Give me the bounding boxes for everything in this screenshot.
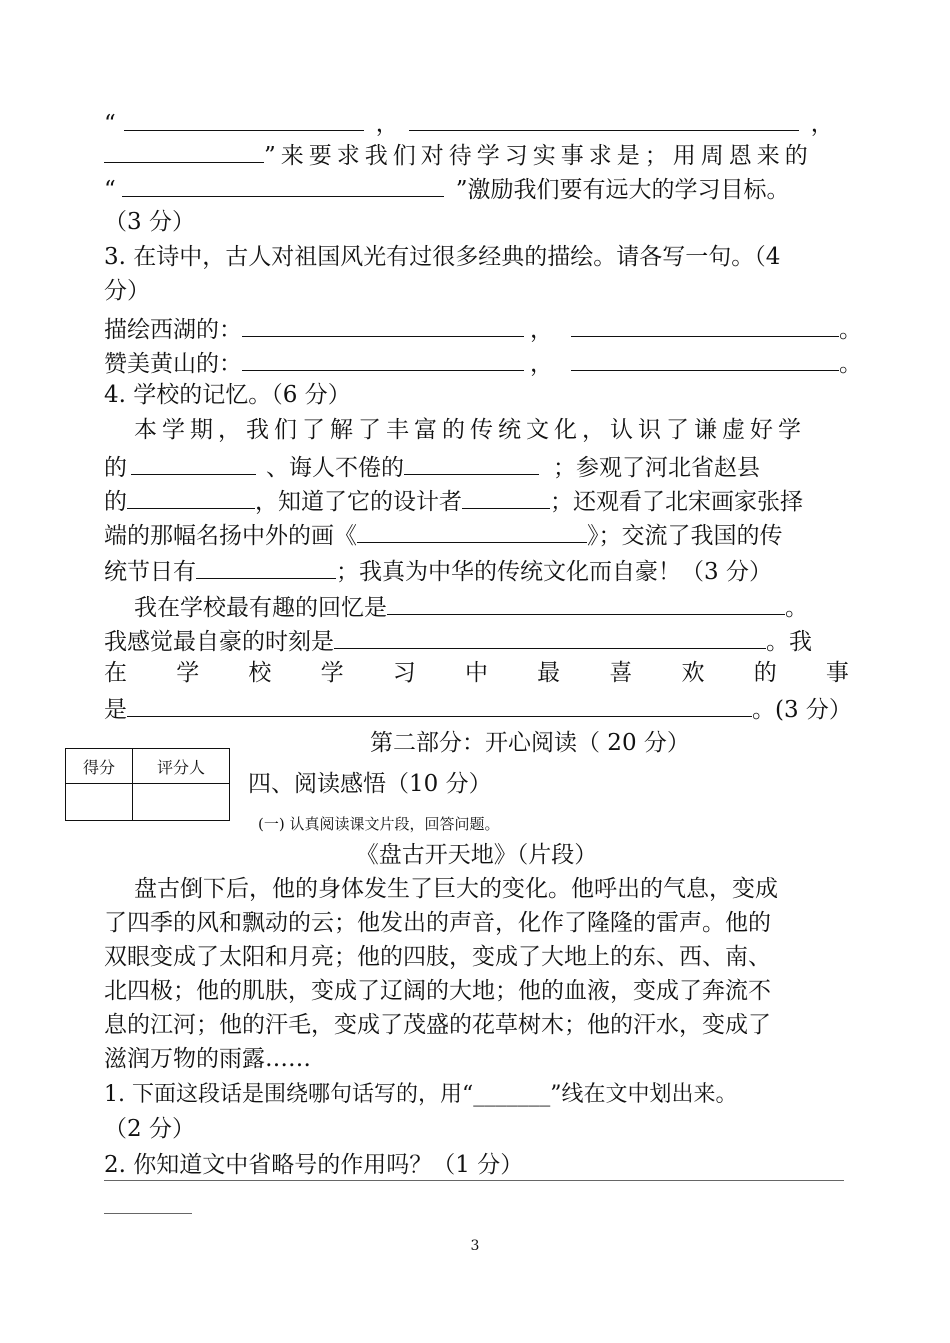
grader-header: 评分人	[133, 749, 230, 784]
char: 的	[753, 660, 777, 686]
text: 是	[104, 697, 127, 723]
paragraph-line: 本学期，我们了解了丰富的传统文化，认识了谦虚好学	[134, 417, 806, 443]
blank-line	[122, 170, 444, 197]
huangshan-line	[104, 344, 862, 381]
passage-line: 息的江河；他的汗毛，变成了茂盛的花草树木；他的汗水，变成了	[104, 1012, 771, 1038]
blank-line	[462, 482, 550, 509]
xihu-line	[104, 310, 862, 347]
text: 的	[104, 455, 127, 481]
text: ”来要求我们对待学习实事求是；用周恩来的	[264, 143, 813, 169]
open-quote: “	[104, 177, 116, 203]
passage-line: 盘古倒下后，他的身体发生了巨大的变化。他呼出的气息，变成	[134, 876, 778, 902]
blank-line	[409, 104, 799, 131]
blank-line	[104, 136, 264, 163]
text: 。	[785, 595, 808, 621]
question-3-title: 3. 在诗中，古人对祖国风光有过很多经典的描绘。请各写一句。（4	[104, 244, 781, 270]
text: ；参观了河北省赵县	[553, 455, 760, 481]
question-1-score: （2 分）	[104, 1116, 195, 1142]
paragraph-line	[104, 448, 849, 485]
question-2: 2. 你知道文中省略号的作用吗？（1 分）	[104, 1152, 524, 1178]
text: 我感觉最自豪的时刻是	[104, 629, 334, 655]
blank-line	[196, 552, 336, 579]
paragraph-line	[104, 588, 849, 625]
question-1: 1. 下面这段话是围绕哪句话写的，用“_______”线在文中划出来。	[104, 1082, 738, 1107]
label: 描绘西湖的：	[104, 317, 242, 343]
paragraph-line	[104, 516, 849, 553]
answer-line-3	[104, 170, 849, 207]
char: 学	[176, 660, 200, 686]
comma: ，	[375, 111, 399, 137]
blank-line	[404, 448, 539, 475]
sub-heading: (一) 认真阅读课文片段，回答问题。	[258, 815, 500, 833]
blank-line	[124, 104, 364, 131]
char: 欢	[681, 660, 705, 686]
comma: ，	[810, 111, 834, 137]
score-label: （3 分）	[104, 209, 195, 235]
char: 喜	[609, 660, 633, 686]
text: ”激励我们要有远大的学习目标。	[455, 177, 790, 203]
char: 最	[537, 660, 561, 686]
text: 》；交流了我国的传	[587, 523, 783, 549]
part-two-heading: 第二部分：开心阅读（ 20 分）	[370, 730, 690, 756]
char: 学	[320, 660, 344, 686]
blank-line	[571, 344, 839, 371]
passage-line: 滋润万物的雨露……	[104, 1046, 311, 1072]
grader-cell[interactable]	[133, 784, 230, 821]
text: 。我	[766, 629, 812, 655]
section-heading: 四、阅读感悟（10 分）	[248, 771, 492, 797]
text: ；还观看了北宋画家张择	[550, 489, 803, 515]
char: 校	[248, 660, 272, 686]
blank-line	[387, 588, 785, 615]
char: 事	[825, 660, 849, 686]
blank-line	[242, 310, 524, 337]
blank-line	[127, 690, 752, 717]
question-4-title: 4. 学校的记忆。（6 分）	[104, 382, 351, 408]
paragraph-line	[104, 690, 852, 727]
score-header: 得分	[66, 749, 133, 784]
score-cell[interactable]	[66, 784, 133, 821]
paragraph-line	[104, 656, 849, 690]
char: 中	[464, 660, 488, 686]
text: 的	[104, 489, 127, 515]
text: ；我真为中华的传统文化而自豪！（3 分）	[336, 559, 772, 585]
open-quote: “	[104, 111, 116, 137]
period: 。	[839, 351, 862, 377]
answer-line[interactable]	[104, 1180, 844, 1181]
text: 我在学校最有趣的回忆是	[134, 595, 387, 621]
text: 、诲人不倦的	[266, 455, 404, 481]
blank-line	[242, 344, 524, 371]
blank-line	[131, 448, 256, 475]
paragraph-line	[104, 552, 849, 589]
char: 习	[392, 660, 416, 686]
score-table	[65, 748, 230, 821]
label: 赞美黄山的：	[104, 351, 242, 377]
blank-line	[357, 516, 587, 543]
blank-line	[334, 622, 766, 649]
text: 统节日有	[104, 559, 196, 585]
text: 。(3 分）	[752, 697, 852, 723]
blank-line	[571, 310, 839, 337]
passage-line: 北四极；他的肌肤，变成了辽阔的大地；他的血液，变成了奔流不	[104, 978, 771, 1004]
paragraph-line	[104, 482, 849, 519]
text: 端的那幅名扬中外的画《	[104, 523, 357, 549]
comma: ，	[530, 351, 553, 377]
passage-line: 了四季的风和飘动的云；他发出的声音，化作了隆隆的雷声。他的	[104, 910, 771, 936]
blank-line	[127, 482, 255, 509]
paragraph-line	[104, 622, 849, 659]
text: ，知道了它的设计者	[255, 489, 462, 515]
comma: ，	[530, 317, 553, 343]
passage-title: 《盘古开天地》（片段）	[355, 842, 598, 868]
char: 在	[104, 660, 127, 686]
period: 。	[839, 317, 862, 343]
page-number: 3	[470, 1238, 480, 1254]
answer-line[interactable]	[104, 1213, 192, 1214]
question-3-title-cont: 分）	[104, 278, 150, 304]
answer-line-2	[104, 136, 849, 173]
passage-line: 双眼变成了太阳和月亮；他的四肢，变成了大地上的东、西、南、	[104, 944, 771, 970]
